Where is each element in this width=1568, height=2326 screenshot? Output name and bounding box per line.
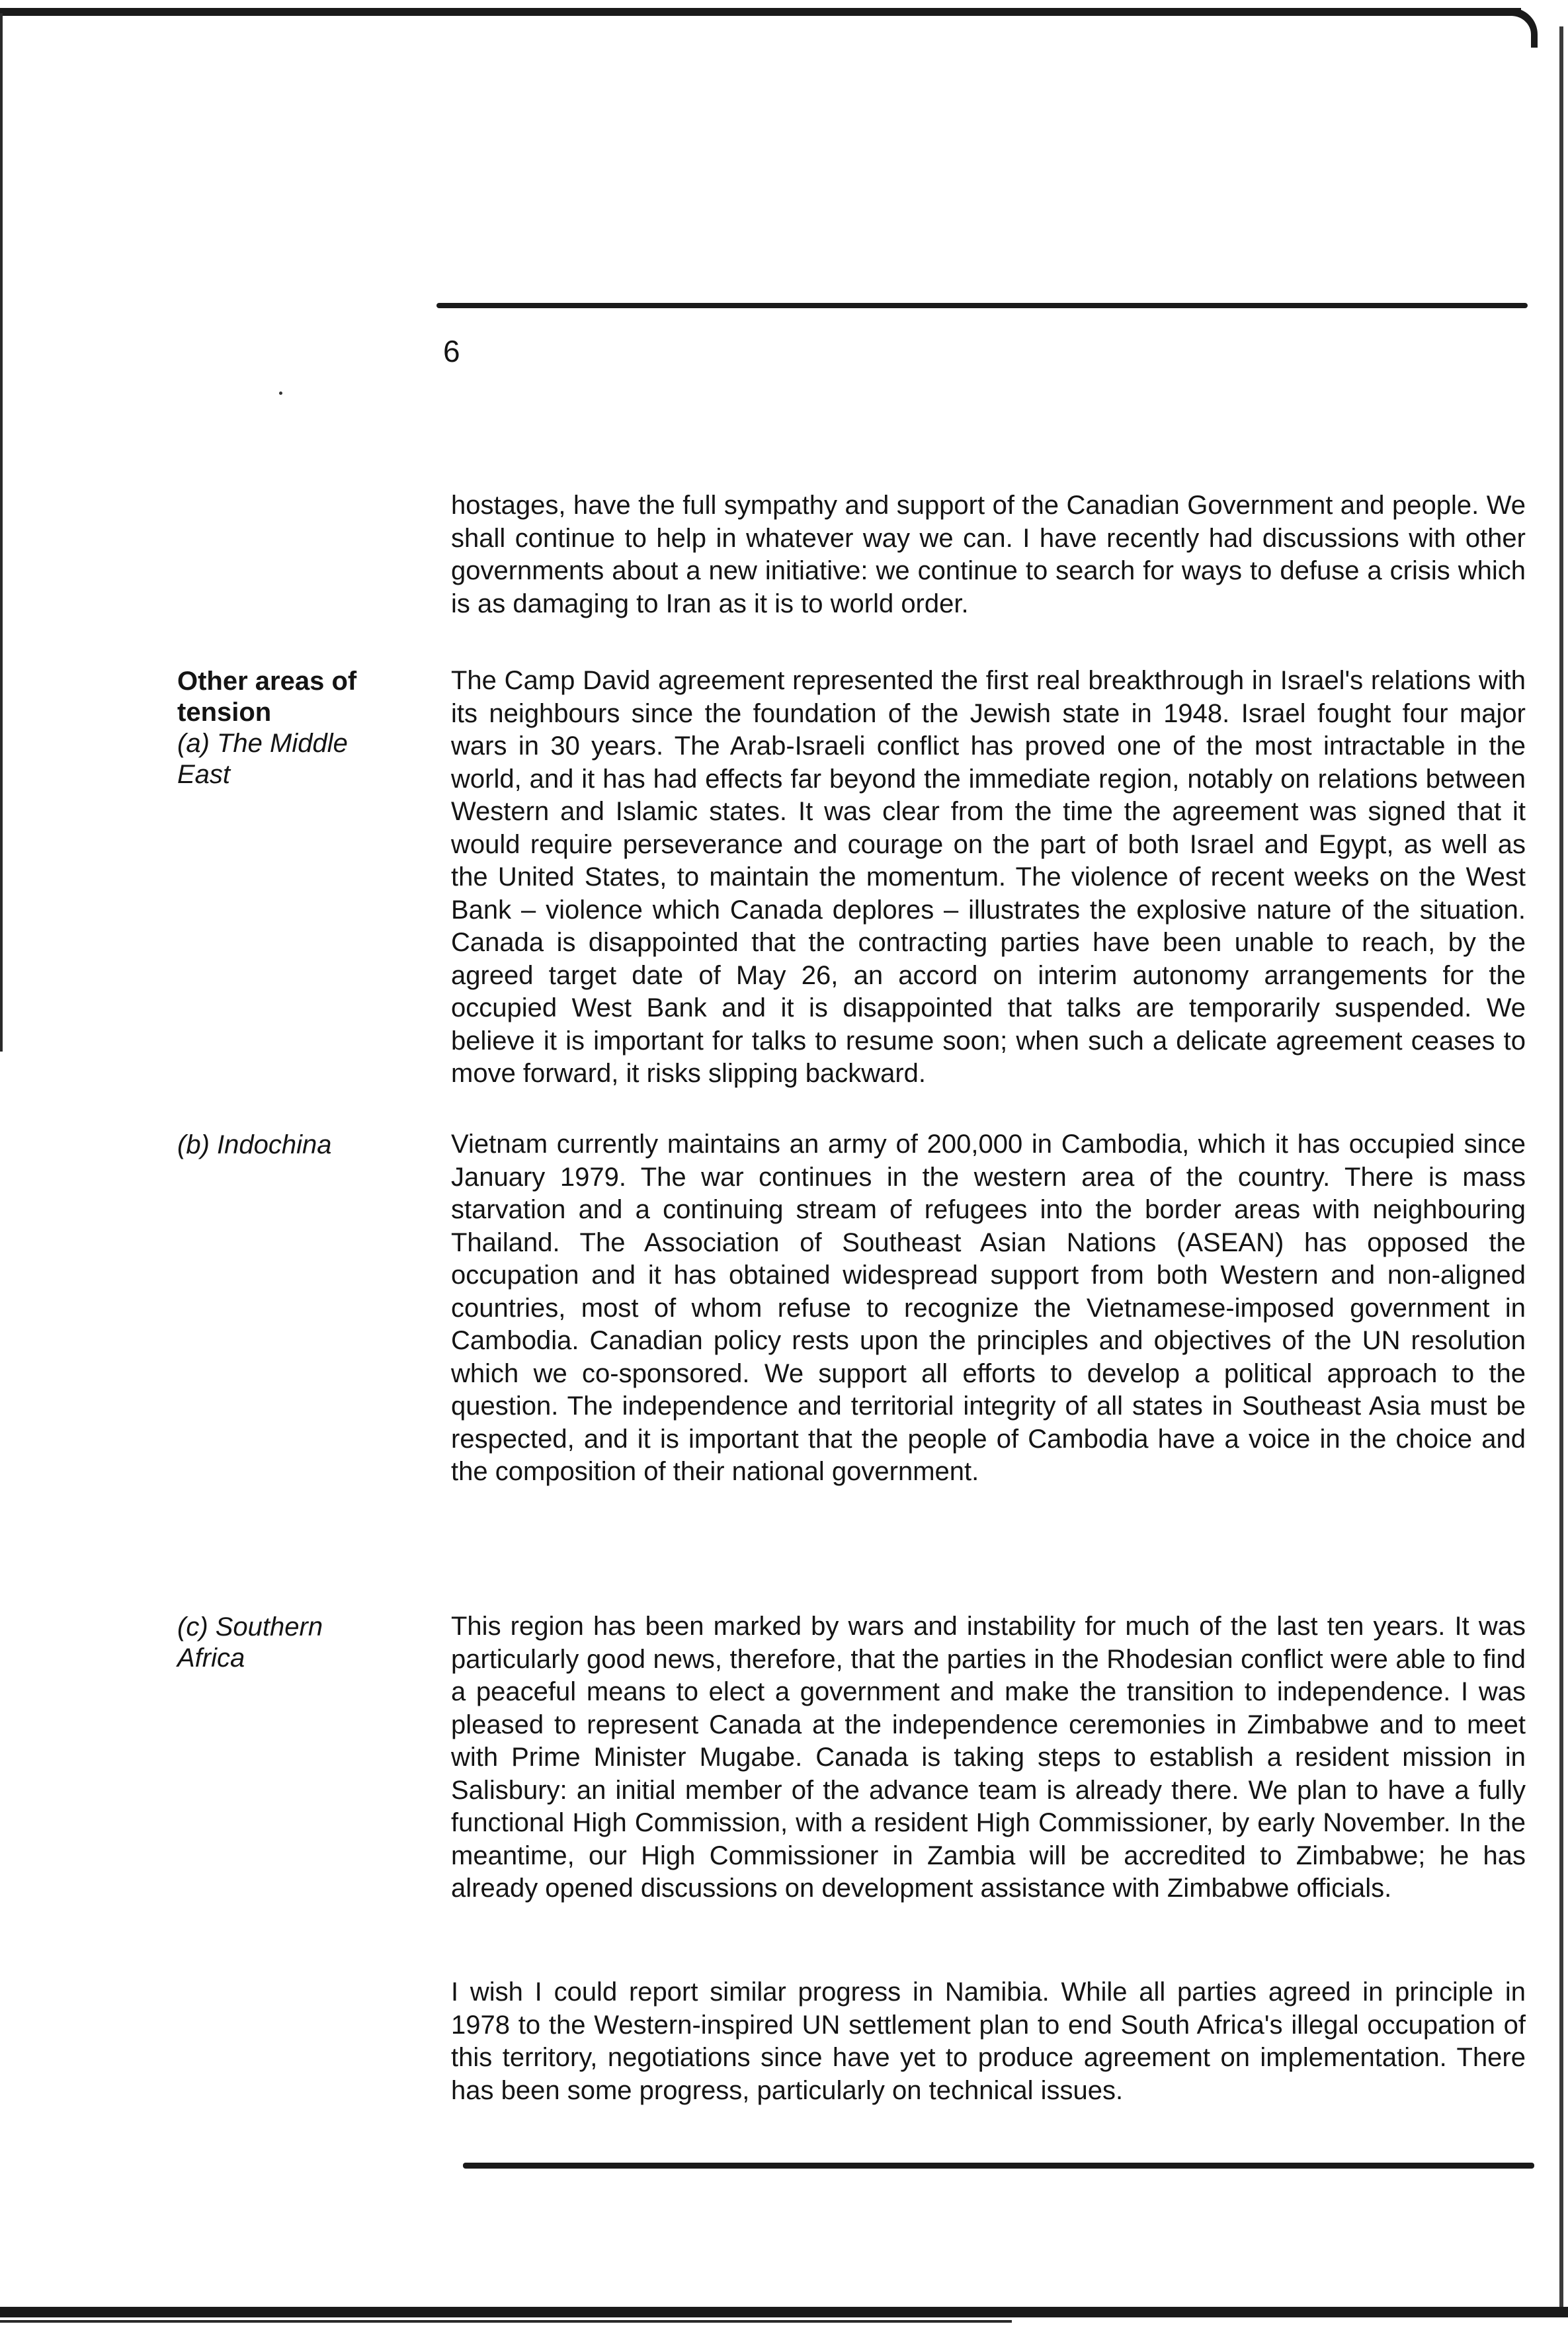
- side-heading-line: Africa: [177, 1643, 245, 1673]
- paragraph-text: This region has been marked by wars and instability for much of the last ten years. It was particularly good news, therefore, that the parties in the Rhodesian conflict were able to find a peaceful means to elect a government and make the transition to independence. I was pleased to represent Canada at the independence ceremonies in Zimbabwe and to meet with Prime Minister Mugabe. Canada is taking steps to establish a resident mission in Salisbury: an initial member of the advance team is already there. We plan to have a fully functional High Commission, with a resident High Commissioner, by early November. In the meantime, our High Commissioner in Zambia will be accredited to Zimbabwe; he has already opened discussions on development assistance with Zimbabwe officials.: [451, 1612, 1526, 1903]
- top-page-rule: [0, 8, 1521, 16]
- left-page-edge: [0, 13, 3, 1052]
- paragraph-text: The Camp David agreement represented the first real breakthrough in Israel's relations with its neighbours since the foundation of the Jewish state in 1948. Israel fought four major wars in 30 years. The Arab-Israeli conflict has proved one of the most intractable in the world, and it has had effects far beyond the immediate region, notably on relations between Western and Islamic states. It was clear from the time the agreement was signed that it would require perseverance and courage on the part of both Israel and Egypt, as well as the United States, to maintain the momentum. The violence of recent weeks on the West Bank – violence which Canada deplores – illustrates the explosive nature of the situation. Canada is disappointed that the contracting parties have been unable to reach, by the agreed target date of May 26, an accord on interim autonomy arrangements for the occupied West Bank and it is disappointed that talks are temporarily suspended. We believe it is important for talks to resume soon; when such a delicate agreement ceases to move forward, it risks slipping backward.: [451, 666, 1526, 1088]
- side-heading-middle-east: [177, 666, 395, 790]
- right-page-edge: [1559, 26, 1563, 2315]
- side-heading-southern-africa: [177, 1612, 395, 1674]
- paragraph-text: Vietnam currently maintains an army of 200,000 in Cambodia, which it has occupied since January 1979. The war continues in the western area of the country. There is mass starvation and a continuing stream of refugees into the border areas with neighbouring Thailand. The Association of Southeast Asian Nations (ASEAN) has opposed the occupation and it has obtained widespread support from both Western and non-aligned countries, most of whom refuse to recognize the Vietnamese-imposed government in Cambodia. Canadian policy rests upon the principles and objectives of the UN resolution which we co-sponsored. We support all efforts to develop a political approach to the question. The independence and territorial integrity of all states in Southeast Asia must be respected, and it is important that the people of Cambodia have a voice in the choice and the composition of their national government.: [451, 1130, 1526, 1486]
- side-heading-line: Other areas of: [177, 667, 357, 696]
- paragraph-text: hostages, have the full sympathy and support of the Canadian Government and people. We shall continue to help in whatever way we can. I have recently had discussions with other governments about a new initiative: we continue to search for ways to defuse a crisis which is as damaging to Iran as it is to world order.: [451, 491, 1526, 618]
- page-number: 6: [443, 334, 460, 368]
- footer-rule: [463, 2163, 1534, 2169]
- side-heading-line: tension: [177, 698, 272, 727]
- side-heading-line: (a) The Middle: [177, 729, 348, 758]
- paragraph-namibia: [451, 1976, 1526, 2107]
- paragraph-southern-africa: [451, 1610, 1526, 1905]
- paragraph-text: I wish I could report similar progress in Namibia. While all parties agreed in principle in 1978 to the Western-inspired UN settlement plan to end South Africa's illegal occupation of this territory, negotiations since have yet to produce agreement on implementation. There has been some progress, particularly on technical issues.: [451, 1977, 1526, 2105]
- side-heading-line: (c) Southern: [177, 1612, 323, 1641]
- bottom-page-rule: [0, 2307, 1568, 2317]
- top-page-rule-curl: [1511, 8, 1538, 48]
- side-heading-line: East: [177, 760, 231, 789]
- bottom-page-rule-thin: [0, 2320, 1012, 2323]
- header-rule: [436, 303, 1528, 308]
- side-heading-indochina: [177, 1130, 395, 1161]
- stray-mark: [279, 392, 282, 395]
- paragraph-intro: [451, 489, 1526, 620]
- side-heading-line: (b) Indochina: [177, 1130, 332, 1159]
- paragraph-indochina: [451, 1128, 1526, 1489]
- paragraph-middle-east: [451, 665, 1526, 1091]
